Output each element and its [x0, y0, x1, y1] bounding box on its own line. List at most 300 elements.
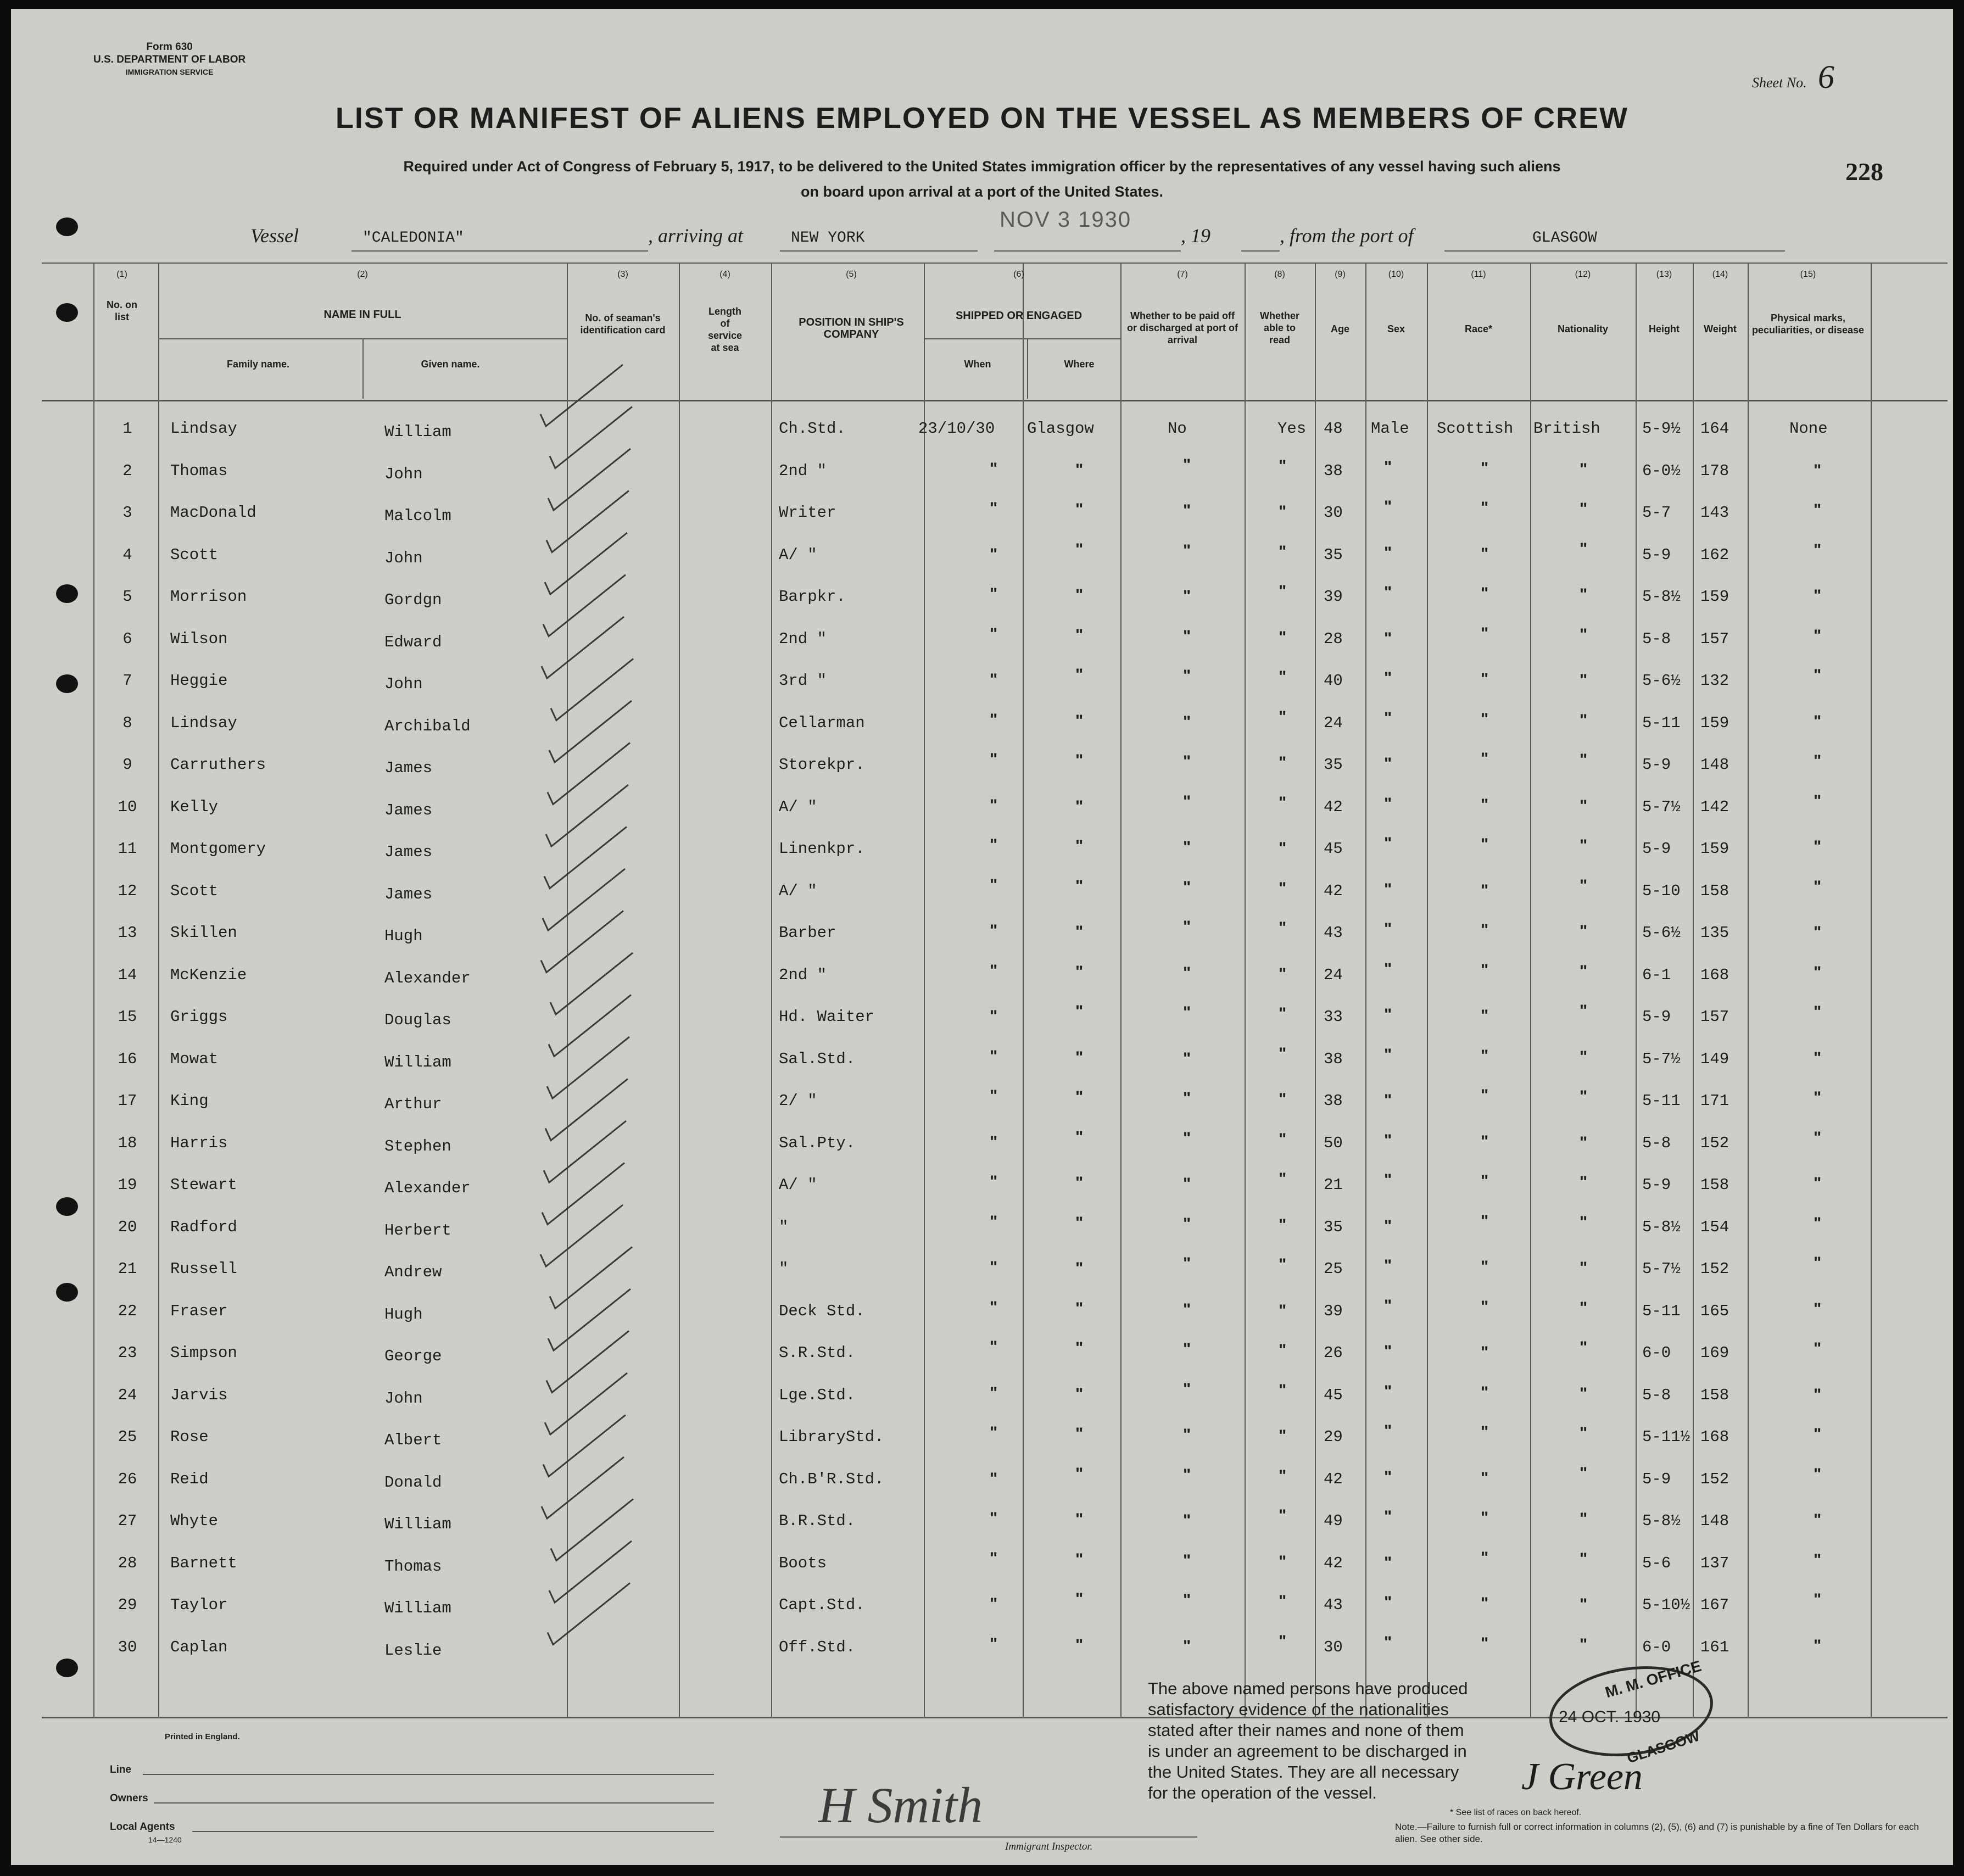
physical-marks: ": [1814, 461, 1822, 479]
age: 35: [1324, 545, 1343, 564]
column-divider: [1120, 263, 1122, 1718]
shipped-where: ": [1075, 1127, 1084, 1146]
given-name: Douglas: [384, 1011, 451, 1029]
position: Lge.Std.: [779, 1386, 856, 1404]
stamp-office: M. M. OFFICE: [1603, 1657, 1704, 1701]
physical-marks: ": [1814, 1465, 1822, 1483]
shipped-when: ": [990, 1338, 998, 1356]
shipped-when: ": [990, 585, 998, 603]
row-number: 29: [118, 1596, 137, 1614]
sex: ": [1384, 1508, 1392, 1526]
page-number: 228: [1845, 158, 1883, 186]
race: ": [1481, 1423, 1489, 1441]
check-mark: [550, 1247, 632, 1309]
race: ": [1481, 710, 1489, 728]
paid-off: ": [1183, 752, 1191, 771]
punch-hole: [56, 674, 78, 693]
punch-hole: [56, 584, 78, 603]
given-name: John: [384, 465, 423, 483]
physical-marks: ": [1814, 791, 1822, 810]
inspector-signature: H Smith: [818, 1777, 983, 1833]
physical-marks: ": [1814, 1339, 1822, 1358]
race: ": [1481, 1086, 1489, 1104]
race: ": [1481, 881, 1489, 900]
height: 5-9: [1642, 1470, 1671, 1488]
where-header: Where: [1064, 359, 1095, 370]
col12-header: Nationality: [1557, 323, 1608, 334]
shipped-where: ": [1075, 923, 1084, 941]
shipped-when: ": [990, 1298, 998, 1316]
nationality: ": [1580, 836, 1588, 855]
shipped-when: ": [990, 1423, 998, 1442]
age: 42: [1324, 797, 1343, 816]
printed-note: Printed in England.: [165, 1732, 240, 1741]
height: 5-8: [1642, 1134, 1671, 1152]
paid-off: ": [1183, 667, 1191, 685]
shipped-where: ": [1075, 1259, 1084, 1277]
height: 6-1: [1642, 965, 1671, 984]
shipped-when: ": [990, 1509, 998, 1527]
able-to-read: ": [1279, 456, 1287, 475]
age: 40: [1324, 672, 1343, 690]
sex: ": [1384, 1553, 1392, 1572]
height: 5-10½: [1642, 1596, 1690, 1614]
weight: 135: [1700, 924, 1729, 942]
height: 6-0½: [1642, 461, 1681, 480]
height: 5-11: [1642, 1302, 1681, 1320]
able-to-read: ": [1279, 919, 1287, 937]
check-mark: [542, 1457, 624, 1518]
physical-marks: ": [1814, 877, 1822, 896]
height: 5-9: [1642, 840, 1671, 858]
position: Capt.Std.: [779, 1596, 865, 1614]
row-number: 26: [118, 1470, 137, 1488]
race: ": [1481, 499, 1489, 517]
paid-off: ": [1183, 1637, 1191, 1655]
family-name: Carruthers: [170, 756, 266, 774]
department: U.S. DEPARTMENT OF LABOR: [93, 54, 246, 65]
sex: ": [1384, 1467, 1392, 1486]
sex: ": [1384, 1131, 1392, 1149]
paid-off: ": [1183, 455, 1191, 474]
race: ": [1481, 1007, 1489, 1025]
shipped-where: ": [1075, 1550, 1084, 1568]
check-mark: [540, 365, 623, 426]
col11-num: (11): [1471, 270, 1486, 279]
column-divider: [1636, 263, 1637, 1718]
physical-marks: ": [1814, 923, 1822, 941]
family-name: Rose: [170, 1428, 209, 1446]
family-name: King: [170, 1092, 209, 1110]
col12-num: (12): [1575, 270, 1591, 279]
nationality: ": [1580, 876, 1588, 895]
stamp-date: 24 OCT. 1930: [1559, 1708, 1661, 1726]
able-to-read: ": [1279, 668, 1287, 686]
penalty-note: Note.—Failure to furnish full or correct information in columns (2), (5), (6) and (7) is punishable by a fine of Ten Dollars for each alien. See other side.: [1395, 1822, 1919, 1844]
able-to-read: ": [1279, 1255, 1287, 1274]
position: Off.Std.: [779, 1638, 856, 1656]
position: B.R.Std.: [779, 1512, 856, 1530]
row-number: 1: [122, 420, 132, 438]
physical-marks: ": [1814, 1048, 1822, 1067]
given-name: William: [384, 1053, 451, 1071]
shipped-when: ": [990, 1469, 998, 1488]
paid-off: ": [1183, 963, 1191, 982]
shipped-when: ": [990, 671, 998, 689]
shipped-when: ": [990, 836, 998, 854]
nationality: ": [1580, 1298, 1588, 1317]
check-mark: [548, 743, 630, 805]
row-number: 23: [118, 1344, 137, 1362]
nationality: British: [1533, 420, 1600, 438]
sex: ": [1384, 583, 1392, 601]
row-number: 7: [122, 672, 132, 690]
able-to-read: Yes: [1277, 420, 1307, 438]
height: 5-9½: [1642, 420, 1681, 438]
service: IMMIGRATION SERVICE: [125, 68, 214, 76]
position: S.R.Std.: [779, 1344, 856, 1362]
race: ": [1481, 624, 1489, 643]
sex: ": [1384, 1045, 1392, 1064]
family-name: MacDonald: [170, 504, 256, 522]
shipped-when: ": [990, 1087, 998, 1105]
sex: ": [1384, 1171, 1392, 1189]
paid-off: ": [1183, 501, 1191, 520]
paid-off: ": [1183, 1340, 1191, 1358]
nationality: ": [1580, 1087, 1588, 1106]
weight: 142: [1700, 797, 1729, 816]
weight: 168: [1700, 1428, 1729, 1446]
given-name: Hugh: [384, 927, 423, 945]
nationality: ": [1580, 1635, 1588, 1654]
weight: 171: [1700, 1092, 1729, 1110]
given-name: James: [384, 885, 433, 903]
captain-signature: J Green: [1521, 1756, 1643, 1798]
height: 5-9: [1642, 545, 1671, 564]
height: 5-7½: [1642, 797, 1681, 816]
paid-off: ": [1183, 1254, 1191, 1272]
family-name: Morrison: [170, 588, 247, 606]
position: Hd. Waiter: [779, 1008, 875, 1026]
physical-marks: ": [1814, 1128, 1822, 1147]
given-name: Andrew: [384, 1263, 442, 1281]
weight: 165: [1700, 1302, 1729, 1320]
nationality: ": [1580, 1338, 1588, 1356]
row-number: 24: [118, 1386, 137, 1404]
able-to-read: ": [1279, 503, 1287, 521]
sex: ": [1384, 708, 1392, 727]
race: ": [1481, 1548, 1489, 1567]
position: 2nd ": [779, 461, 827, 480]
family-name: Harris: [170, 1134, 228, 1152]
row-number: 30: [118, 1638, 137, 1656]
requirement-text-2: on board upon arrival at a port of the United States.: [800, 183, 1164, 200]
col1-header: No. on list: [107, 299, 137, 322]
row-number: 19: [118, 1176, 137, 1194]
shipped-where: ": [1075, 460, 1084, 479]
family-name: Caplan: [170, 1638, 228, 1656]
check-mark: [545, 1079, 628, 1141]
position: Ch.B'R.Std.: [779, 1470, 884, 1488]
weight: 168: [1700, 965, 1729, 984]
able-to-read: ": [1279, 582, 1287, 600]
position: ": [779, 1218, 789, 1236]
position: 2nd ": [779, 629, 827, 648]
row-number: 6: [122, 629, 132, 648]
sex: ": [1384, 834, 1392, 852]
able-to-read: ": [1279, 1004, 1287, 1023]
from-port: GLASGOW: [1532, 230, 1597, 247]
race: ": [1481, 1211, 1489, 1230]
position: Barber: [779, 924, 836, 942]
race: ": [1481, 1297, 1489, 1316]
year-label: , 19: [1181, 225, 1210, 247]
height: 5-11: [1642, 1092, 1681, 1110]
given-name: James: [384, 801, 433, 819]
age: 28: [1324, 629, 1343, 648]
nationality: ": [1580, 460, 1588, 478]
age: 38: [1324, 1049, 1343, 1068]
shipped-when: ": [990, 1258, 998, 1276]
nationality: ": [1580, 1213, 1588, 1231]
given-name: Alexander: [384, 1179, 471, 1197]
shipped-where: ": [1075, 797, 1084, 816]
when-header: When: [964, 359, 991, 370]
paid-off: ": [1183, 1465, 1191, 1484]
race: ": [1481, 835, 1489, 853]
weight: 148: [1700, 1512, 1729, 1530]
given-name: Stephen: [384, 1137, 451, 1155]
nationality: ": [1580, 1384, 1588, 1403]
age: 35: [1324, 1218, 1343, 1236]
weight: 159: [1700, 588, 1729, 606]
column-divider: [93, 263, 94, 1718]
nationality: ": [1580, 1424, 1588, 1442]
check-mark: [548, 1583, 630, 1645]
sex: ": [1384, 880, 1392, 898]
able-to-read: ": [1279, 628, 1287, 646]
able-to-read: ": [1279, 753, 1287, 772]
shipped-when: ": [990, 875, 998, 894]
shipped-where: Glasgow: [1027, 420, 1094, 438]
weight: 143: [1700, 504, 1729, 522]
col4-header: Length of service at sea: [707, 306, 743, 353]
race: ": [1481, 544, 1489, 563]
able-to-read: ": [1279, 1215, 1287, 1234]
col5-header: POSITION IN SHIP'S COMPANY: [799, 316, 904, 340]
height: 5-6½: [1642, 924, 1681, 942]
given-name: Herbert: [384, 1221, 451, 1240]
weight: 158: [1700, 1386, 1729, 1404]
height: 5-10: [1642, 881, 1681, 900]
col8-header: Whether able to read: [1260, 310, 1299, 345]
column-divider: [362, 338, 364, 399]
paid-off: ": [1183, 1300, 1191, 1319]
check-mark: [544, 827, 627, 889]
age: 30: [1324, 1638, 1343, 1656]
shipped-where: ": [1075, 586, 1084, 604]
height: 5-7½: [1642, 1260, 1681, 1278]
able-to-read: ": [1279, 1341, 1287, 1359]
age: 48: [1324, 420, 1343, 438]
sex: ": [1384, 1296, 1392, 1315]
column-divider: [1693, 263, 1694, 1718]
nationality: ": [1580, 1549, 1588, 1568]
row-number: 10: [118, 797, 137, 816]
given-name: Malcolm: [384, 507, 451, 525]
shipped-where: ": [1075, 500, 1084, 518]
family-name: Griggs: [170, 1008, 228, 1026]
race: ": [1481, 961, 1489, 979]
family-name: Thomas: [170, 461, 228, 480]
check-mark: [550, 407, 632, 468]
given-name: Gordgn: [384, 591, 442, 609]
weight: 157: [1700, 1008, 1729, 1026]
given-name: William: [384, 423, 451, 441]
arriving-port: NEW YORK: [791, 230, 865, 247]
shipped-when: ": [990, 545, 998, 563]
race-footnote: * See list of races on back hereof.: [1450, 1808, 1582, 1817]
family-name: Wilson: [170, 629, 228, 648]
form-number: Form 630: [146, 41, 193, 53]
shipped-when: ": [990, 459, 998, 478]
position: LibraryStd.: [779, 1428, 884, 1446]
weight: 162: [1700, 545, 1729, 564]
shipped-when: ": [990, 1007, 998, 1025]
shipped-when: ": [990, 1595, 998, 1613]
family-name: Montgomery: [170, 840, 266, 858]
height: 5-8: [1642, 1386, 1671, 1404]
paid-off: ": [1183, 838, 1191, 856]
shipped-when: ": [990, 1383, 998, 1402]
col6-header: SHIPPED OR ENGAGED: [955, 310, 1083, 322]
nationality: ": [1580, 1047, 1588, 1066]
row-number: 2: [122, 461, 132, 480]
row-number: 5: [122, 588, 132, 606]
height: 5-9: [1642, 1176, 1671, 1194]
column-divider: [1365, 263, 1366, 1718]
age: 38: [1324, 1092, 1343, 1110]
sex: ": [1384, 629, 1392, 647]
physical-marks: ": [1814, 1636, 1822, 1655]
family-name: Barnett: [170, 1554, 237, 1572]
check-mark: [540, 1205, 623, 1266]
physical-marks: ": [1814, 1174, 1822, 1192]
family-name-header: Family name.: [226, 359, 290, 370]
physical-marks: ": [1814, 540, 1822, 559]
nationality: ": [1580, 962, 1588, 980]
sex: ": [1384, 1091, 1392, 1109]
shipped-when: ": [990, 922, 998, 940]
height: 5-7: [1642, 504, 1671, 522]
family-name: Simpson: [170, 1344, 237, 1362]
received-date-stamp: NOV 3 1930: [1000, 208, 1132, 232]
col4-num: (4): [719, 270, 730, 279]
age: 43: [1324, 1596, 1343, 1614]
shipped-when: ": [990, 1549, 998, 1567]
physical-marks: ": [1814, 963, 1822, 981]
able-to-read: ": [1279, 707, 1287, 726]
height: 5-8½: [1642, 1512, 1681, 1530]
paid-off: ": [1183, 878, 1191, 896]
age: 25: [1324, 1260, 1343, 1278]
sex: ": [1384, 1422, 1392, 1440]
age: 45: [1324, 840, 1343, 858]
shipped-where: ": [1075, 962, 1084, 981]
age: 24: [1324, 965, 1343, 984]
able-to-read: ": [1279, 839, 1287, 857]
physical-marks: ": [1814, 1511, 1822, 1529]
inspector-label: Immigrant Inspector.: [1005, 1841, 1093, 1852]
race: ": [1481, 1343, 1489, 1361]
check-mark: [544, 1121, 626, 1182]
check-mark: [546, 491, 629, 552]
shipped-when: ": [990, 624, 998, 643]
able-to-read: ": [1279, 1381, 1287, 1399]
shipped-where: ": [1075, 666, 1084, 684]
punch-hole: [56, 1197, 78, 1216]
check-mark: [550, 953, 633, 1014]
shipped-when: ": [990, 1634, 998, 1653]
shipped-when: ": [990, 1212, 998, 1231]
row-number: 18: [118, 1134, 137, 1152]
column-divider: [1315, 263, 1316, 1718]
height: 5-11: [1642, 713, 1681, 732]
given-name: Alexander: [384, 969, 471, 987]
physical-marks: ": [1814, 626, 1822, 645]
age: 50: [1324, 1134, 1343, 1152]
check-mark: [543, 869, 625, 930]
col11-header: Race*: [1464, 323, 1493, 334]
col2-header: NAME IN FULL: [323, 309, 401, 321]
sex: ": [1384, 920, 1392, 938]
column-divider: [924, 263, 925, 1718]
able-to-read: ": [1279, 1466, 1287, 1485]
row-number: 16: [118, 1049, 137, 1068]
shipped-where: ": [1075, 1464, 1084, 1483]
race: ": [1481, 795, 1489, 814]
weight: 157: [1700, 629, 1729, 648]
family-name: Stewart: [170, 1176, 237, 1194]
able-to-read: ": [1279, 1170, 1287, 1188]
nationality: ": [1580, 500, 1588, 518]
physical-marks: ": [1814, 1214, 1822, 1232]
physical-marks: ": [1814, 1254, 1822, 1272]
weight: 158: [1700, 881, 1729, 900]
owners-label: Owners: [110, 1793, 148, 1804]
position: A/ ": [779, 881, 817, 900]
weight: 169: [1700, 1344, 1729, 1362]
weight: 164: [1700, 420, 1729, 438]
weight: 161: [1700, 1638, 1729, 1656]
from-port-label: , from the port of: [1280, 225, 1414, 247]
able-to-read: ": [1279, 964, 1287, 983]
col13-header: Height: [1649, 323, 1680, 334]
age: 39: [1324, 588, 1343, 606]
position: 2/ ": [779, 1092, 817, 1110]
col3-num: (3): [617, 270, 628, 279]
row-number: 3: [122, 504, 132, 522]
age: 30: [1324, 504, 1343, 522]
nationality: ": [1580, 625, 1588, 644]
age: 35: [1324, 756, 1343, 774]
nationality: ": [1580, 796, 1588, 815]
nationality: ": [1580, 922, 1588, 940]
paid-off: ": [1183, 1089, 1191, 1107]
age: 33: [1324, 1008, 1343, 1026]
given-name: John: [384, 549, 423, 567]
given-name: James: [384, 759, 433, 777]
